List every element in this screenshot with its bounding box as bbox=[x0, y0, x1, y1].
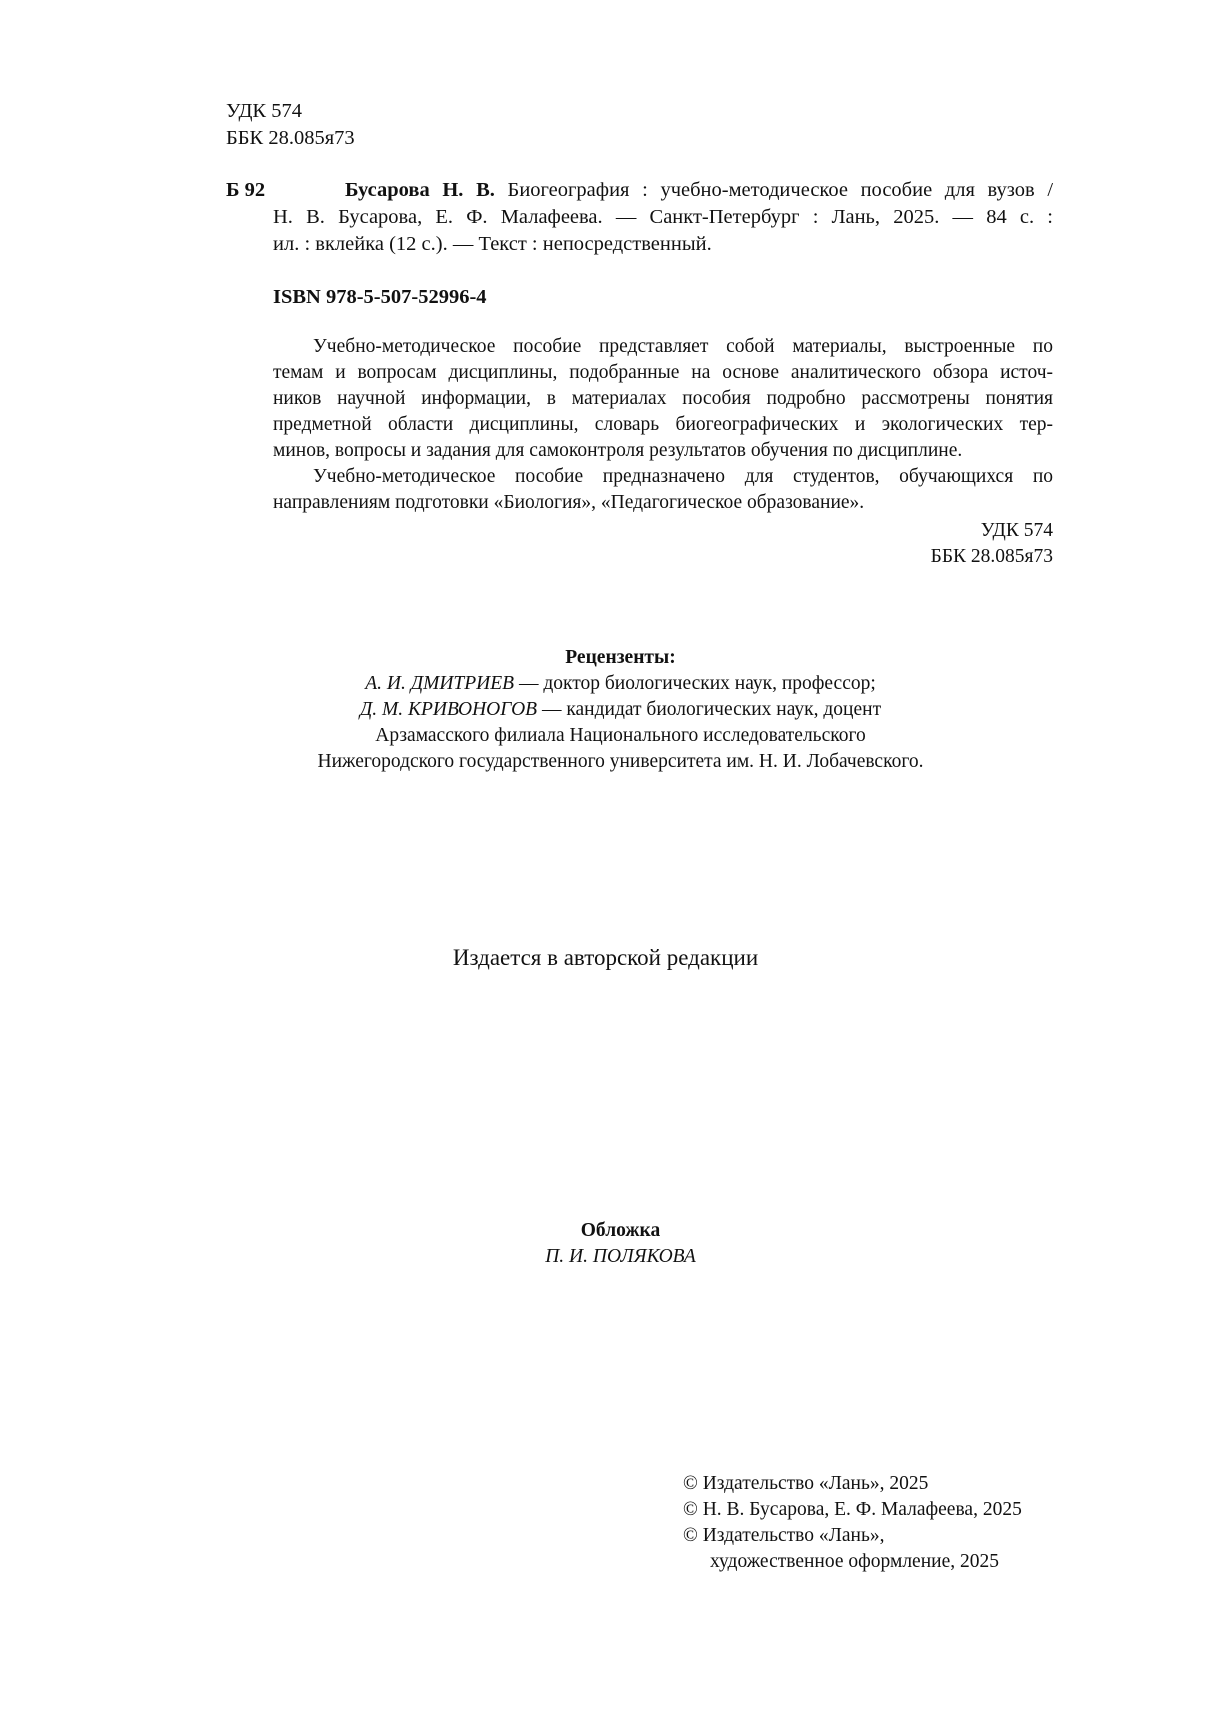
entry-line-2: Н. В. Бусарова, Е. Ф. Малафеева. — Санкт-Петербург : Лань, 2025. — 84 с. : bbox=[273, 206, 1053, 228]
reviewer-2-desc: — кандидат биологических наук, доцент bbox=[537, 699, 882, 720]
copyright-block bbox=[683, 1471, 1022, 1575]
annotation-line: темам и вопросам дисциплины, подобранные на основе аналитического обзора источ- bbox=[273, 362, 1053, 383]
reviewers-block bbox=[0, 645, 1211, 775]
annotation-line: минов, вопросы и задания для самоконтроля результатов обучения по дисциплине. bbox=[273, 440, 963, 461]
reviewer-2-affiliation-1: Арзамасского филиала Национального исследовательского bbox=[375, 725, 866, 746]
reviewer-2-name: Д. М. КРИВОНОГОВ bbox=[359, 699, 538, 720]
reviewer-1 bbox=[0, 671, 1211, 697]
reviewer-1-name: А. И. ДМИТРИЕВ bbox=[365, 673, 515, 694]
annotation bbox=[273, 334, 1053, 570]
udk-top: УДК 574 bbox=[226, 100, 302, 122]
reviewer-2 bbox=[0, 697, 1211, 723]
annotation-line: предметной области дисциплины, словарь биогеографических и экологических тер- bbox=[273, 414, 1053, 435]
copyright-4: художественное оформление, 2025 bbox=[710, 1551, 999, 1572]
edition-note: Издается в авторской редакции bbox=[452, 945, 759, 970]
reviewers-heading: Рецензенты: bbox=[565, 647, 676, 668]
entry-line-1 bbox=[345, 177, 1053, 203]
annotation-line: направлениям подготовки «Биология», «Педагогическое образование». bbox=[273, 492, 865, 513]
cover-heading: Обложка bbox=[580, 1220, 661, 1241]
annotation-line: Учебно-методическое пособие предназначено для студентов, обучающихся по bbox=[313, 466, 1053, 487]
isbn: ISBN 978-5-507-52996-4 bbox=[273, 286, 487, 308]
bbk-top: ББК 28.085я73 bbox=[226, 127, 355, 149]
copyright-3: © Издательство «Лань», bbox=[683, 1525, 885, 1546]
copyright-2: © Н. В. Бусарова, Е. Ф. Малафеева, 2025 bbox=[683, 1499, 1022, 1520]
author-name: Бусарова Н. В. bbox=[345, 179, 495, 201]
reviewer-2-affiliation-2: Нижегородского государственного университета им. Н. И. Лобачевского. bbox=[317, 751, 924, 772]
bbk-annotation: ББК 28.085я73 bbox=[930, 546, 1053, 567]
entry-title: Биогеография : учебно-методическое пособие для вузов / bbox=[507, 179, 1054, 201]
cover-block bbox=[0, 1218, 1211, 1270]
udk-annotation: УДК 574 bbox=[980, 520, 1053, 541]
copyright-1: © Издательство «Лань», 2025 bbox=[683, 1473, 929, 1494]
reviewer-1-desc: — доктор биологических наук, профессор; bbox=[514, 673, 876, 694]
entry-line-3: ил. : вклейка (12 с.). — Текст : непосредственный. bbox=[273, 233, 712, 255]
author-code: Б 92 bbox=[226, 179, 266, 201]
annotation-line: ников научной информации, в материалах пособия подробно рассмотрены понятия bbox=[273, 388, 1053, 409]
annotation-line: Учебно-методическое пособие представляет собой материалы, выстроенные по bbox=[313, 336, 1053, 357]
cover-artist: П. И. ПОЛЯКОВА bbox=[545, 1246, 696, 1267]
